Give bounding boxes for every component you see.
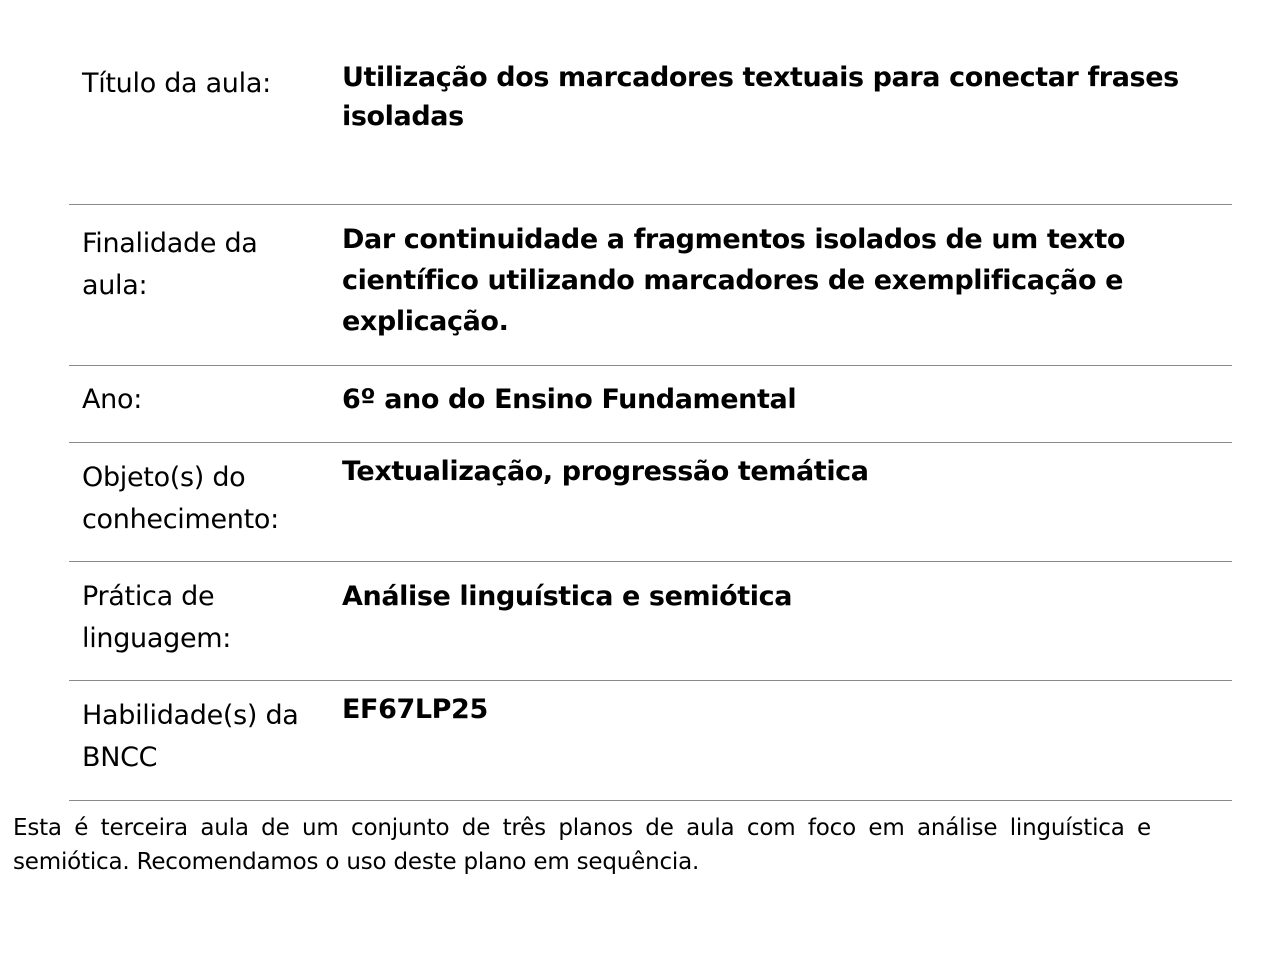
lesson-title-label: Título da aula: bbox=[82, 68, 271, 99]
lesson-plan-table bbox=[69, 0, 1232, 801]
row-lesson-title bbox=[69, 0, 1232, 205]
language-practice-label: Prática de linguagem: bbox=[82, 581, 232, 654]
language-practice-value: Análise linguística e semiótica bbox=[342, 581, 793, 612]
lesson-purpose-label: Finalidade da aula: bbox=[82, 228, 258, 301]
row-grade bbox=[69, 366, 1232, 443]
lesson-purpose-value: Dar continuidade a fragmentos isolados de um texto científico utilizando marcadores de exemplificação e explicação. bbox=[342, 224, 1125, 337]
bncc-skill-value: EF67LP25 bbox=[342, 694, 488, 725]
sequence-note: Esta é terceira aula de um conjunto de três planos de aula com foco em análise linguística e semiótica. Recomendamos o uso deste plano em sequência. bbox=[13, 815, 1151, 875]
knowledge-object-value: Textualização, progressão temática bbox=[342, 456, 869, 487]
row-bncc-skill bbox=[69, 681, 1232, 801]
row-knowledge-object bbox=[69, 443, 1232, 562]
knowledge-object-label: Objeto(s) do conhecimento: bbox=[82, 462, 279, 535]
row-lesson-purpose bbox=[69, 205, 1232, 366]
grade-label: Ano: bbox=[82, 384, 142, 415]
grade-value: 6º ano do Ensino Fundamental bbox=[342, 384, 797, 415]
lesson-title-value: Utilização dos marcadores textuais para conectar frases isoladas bbox=[342, 62, 1179, 132]
bncc-skill-label: Habilidade(s) da BNCC bbox=[82, 700, 299, 773]
row-language-practice bbox=[69, 562, 1232, 681]
